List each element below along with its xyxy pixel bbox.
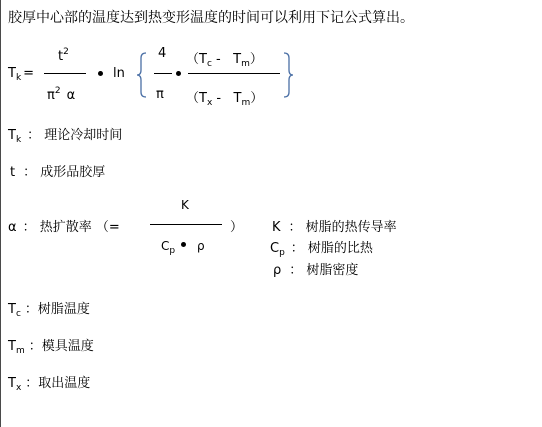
- frac3-numerator-tm: - T: [211, 52, 242, 67]
- def-alpha-den-c: C: [161, 239, 170, 253]
- def-t: [10, 161, 105, 180]
- frac3-numerator-sub-m: m: [241, 59, 250, 69]
- def-tm-symbol: T: [8, 339, 16, 354]
- def-t-text: ： 成形品胶厚: [23, 165, 106, 180]
- frac2-bar: [154, 73, 172, 74]
- def-tk-subscript: k: [15, 135, 22, 145]
- frac3-denominator: [186, 87, 263, 106]
- def-alpha: [8, 216, 120, 235]
- def-k-text: ： 树脂的热传导率: [288, 220, 397, 235]
- frac3-bar: [188, 73, 280, 74]
- frac3-denominator-sub-m: m: [241, 98, 251, 108]
- def-cp-subscript: p: [279, 248, 285, 258]
- def-tc-symbol: T: [8, 302, 16, 317]
- def-rho: [273, 259, 358, 278]
- def-alpha-close: ）: [230, 220, 244, 235]
- frac1-bar: [44, 73, 86, 74]
- def-tx-symbol: T: [8, 376, 16, 391]
- window-left-border: [0, 0, 1, 427]
- def-k: [272, 216, 397, 235]
- frac1-denominator-alpha: α: [66, 88, 76, 103]
- frac2-numerator: 4: [158, 46, 167, 61]
- frac1-numerator: [58, 49, 69, 64]
- def-alpha-denominator: [161, 239, 176, 256]
- def-alpha-den-rho: ρ: [197, 239, 205, 253]
- def-tx: [8, 372, 90, 391]
- frac3-numerator-tc: （T: [186, 52, 207, 67]
- lhs-subscript: k: [15, 73, 22, 83]
- frac1-numerator-t: t: [58, 49, 64, 64]
- def-tk: [8, 124, 122, 143]
- def-tk-text: ： 理论冷却时间: [27, 128, 123, 143]
- def-tc-subscript: c: [15, 309, 21, 319]
- multiply-dot-1: [98, 71, 103, 76]
- def-rho-symbol: ρ: [273, 263, 282, 278]
- frac3-numerator-sub-c: c: [206, 59, 212, 69]
- frac3-denominator-tm: - T: [212, 91, 242, 106]
- lhs-symbol: T: [8, 66, 16, 81]
- def-tc-text: ：树脂温度: [24, 302, 90, 317]
- def-tx-subscript: x: [15, 383, 22, 393]
- def-cp: [270, 237, 373, 256]
- def-rho-text: ： 树脂密度: [289, 263, 359, 278]
- frac2-denominator: π: [156, 87, 164, 102]
- def-t-symbol: t: [10, 165, 16, 180]
- def-tc: [8, 298, 90, 317]
- frac3-numerator-close: ）: [249, 52, 263, 67]
- def-k-symbol: K: [272, 220, 281, 235]
- def-tm-subscript: m: [15, 346, 25, 356]
- def-alpha-den-sub: p: [169, 246, 176, 256]
- def-tk-symbol: T: [8, 128, 16, 143]
- frac1-denominator-exponent: 2: [54, 86, 61, 96]
- frac3-numerator: [186, 48, 263, 67]
- def-cp-text: ： 树脂的比热: [290, 241, 373, 256]
- left-brace: [136, 52, 148, 98]
- page-title: 胶厚中心部的温度达到热变形温度的时间可以利用下记公式算出。: [8, 10, 414, 26]
- def-alpha-text: ： 热扩散率 （=: [22, 220, 120, 235]
- def-alpha-numerator: K: [181, 198, 189, 212]
- right-brace: [282, 52, 294, 98]
- frac1-denominator: [47, 88, 75, 103]
- def-alpha-multiply-dot: [181, 242, 186, 247]
- frac1-numerator-exponent: 2: [63, 47, 69, 57]
- def-alpha-symbol: α: [8, 220, 17, 235]
- frac3-denominator-tx: （T: [186, 91, 207, 106]
- ln-operator: ln: [113, 66, 125, 81]
- formula-lhs: [8, 66, 34, 81]
- frac1-denominator-pi: π: [47, 88, 55, 103]
- def-cp-symbol: C: [270, 241, 280, 256]
- def-tm-text: ：模具温度: [28, 339, 94, 354]
- frac3-denominator-sub-x: x: [206, 98, 213, 108]
- def-alpha-fraction-bar: [150, 224, 222, 225]
- def-tm: [8, 335, 94, 354]
- frac3-denominator-close: ）: [250, 91, 264, 106]
- equals-sign: =: [23, 66, 35, 81]
- def-tx-text: ：取出温度: [25, 376, 91, 391]
- multiply-dot-2: [176, 71, 181, 76]
